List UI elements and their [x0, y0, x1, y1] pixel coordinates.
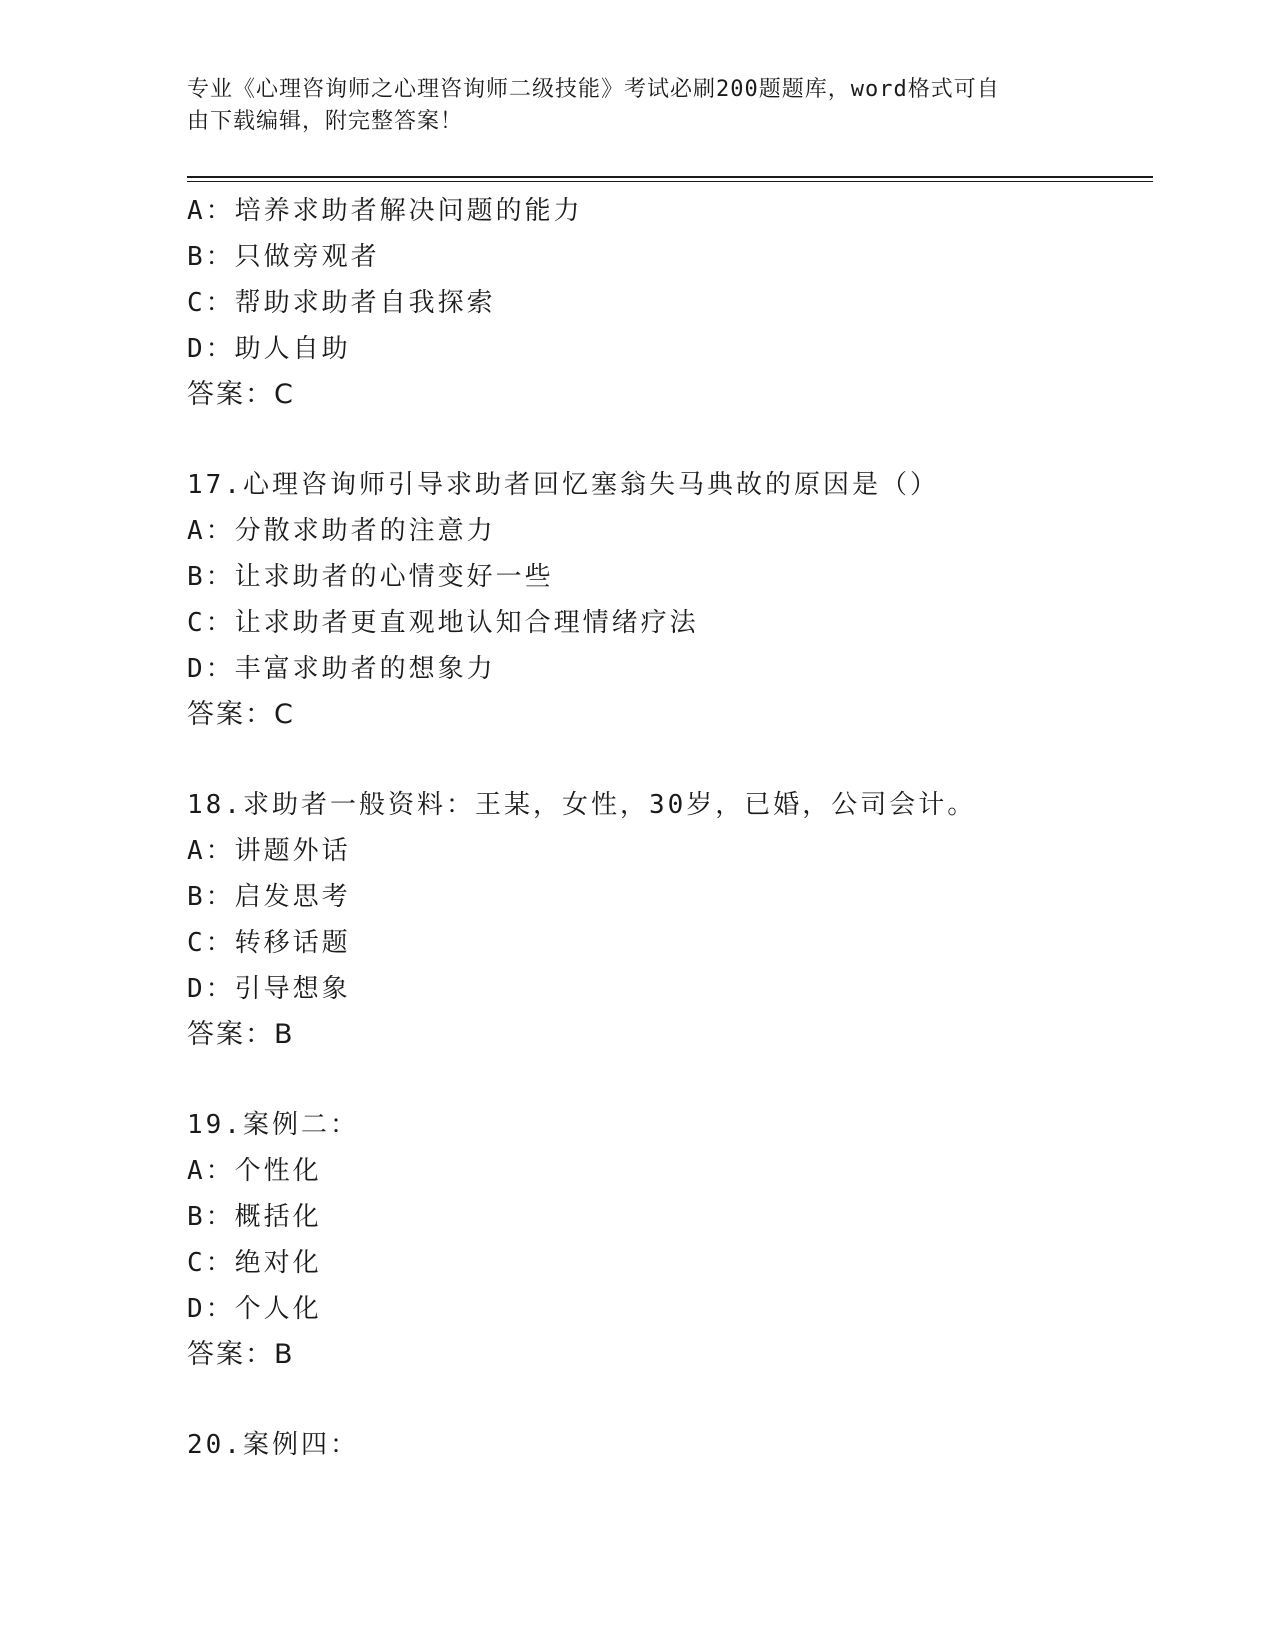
question-block-18	[187, 782, 1147, 1058]
question-stem: 19.案例二：	[187, 1110, 359, 1140]
option-d: D：个人化	[187, 1294, 322, 1324]
option-d: D：助人自助	[187, 334, 351, 364]
block-spacer	[187, 738, 1147, 782]
question-block-19	[187, 1102, 1147, 1378]
question-block-17	[187, 462, 1147, 738]
option-b: B：让求助者的心情变好一些	[187, 562, 554, 592]
question-list	[187, 188, 1147, 1468]
option-b: B：启发思考	[187, 882, 351, 912]
question-stem: 20.案例四：	[187, 1430, 359, 1460]
option-a: A：讲题外话	[187, 836, 351, 866]
block-spacer	[187, 1378, 1147, 1422]
question-block-16	[187, 188, 1147, 418]
header-line-1: 专业《心理咨询师之心理咨询师二级技能》考试必刷200题题库，word格式可自	[187, 77, 1000, 102]
block-spacer	[187, 1058, 1147, 1102]
option-b: B：只做旁观者	[187, 242, 380, 272]
question-stem: 17.心理咨询师引导求助者回忆塞翁失马典故的原因是（）	[187, 470, 939, 500]
answer-line: 答案：C	[187, 379, 295, 410]
block-spacer	[187, 418, 1147, 462]
header-line-2: 由下载编辑，附完整答案！	[187, 109, 464, 134]
option-c: C：转移话题	[187, 928, 351, 958]
option-a: A：个性化	[187, 1156, 322, 1186]
option-a: A：培养求助者解决问题的能力	[187, 196, 583, 226]
question-stem: 18.求助者一般资料：王某，女性，30岁，已婚，公司会计。	[187, 790, 977, 820]
option-c: C：帮助求助者自我探索	[187, 288, 496, 318]
option-d: D：丰富求助者的想象力	[187, 654, 496, 684]
option-c: C：绝对化	[187, 1248, 322, 1278]
answer-line: 答案：B	[187, 1339, 295, 1370]
option-b: B：概括化	[187, 1202, 322, 1232]
option-a: A：分散求助者的注意力	[187, 516, 496, 546]
header-divider-thin	[187, 181, 1153, 182]
question-block-20	[187, 1422, 1147, 1468]
option-d: D：引导想象	[187, 974, 351, 1004]
option-c: C：让求助者更直观地认知合理情绪疗法	[187, 608, 699, 638]
answer-line: 答案：B	[187, 1019, 295, 1050]
header-divider	[187, 176, 1153, 178]
answer-line: 答案：C	[187, 699, 295, 730]
document-header	[187, 74, 1067, 138]
